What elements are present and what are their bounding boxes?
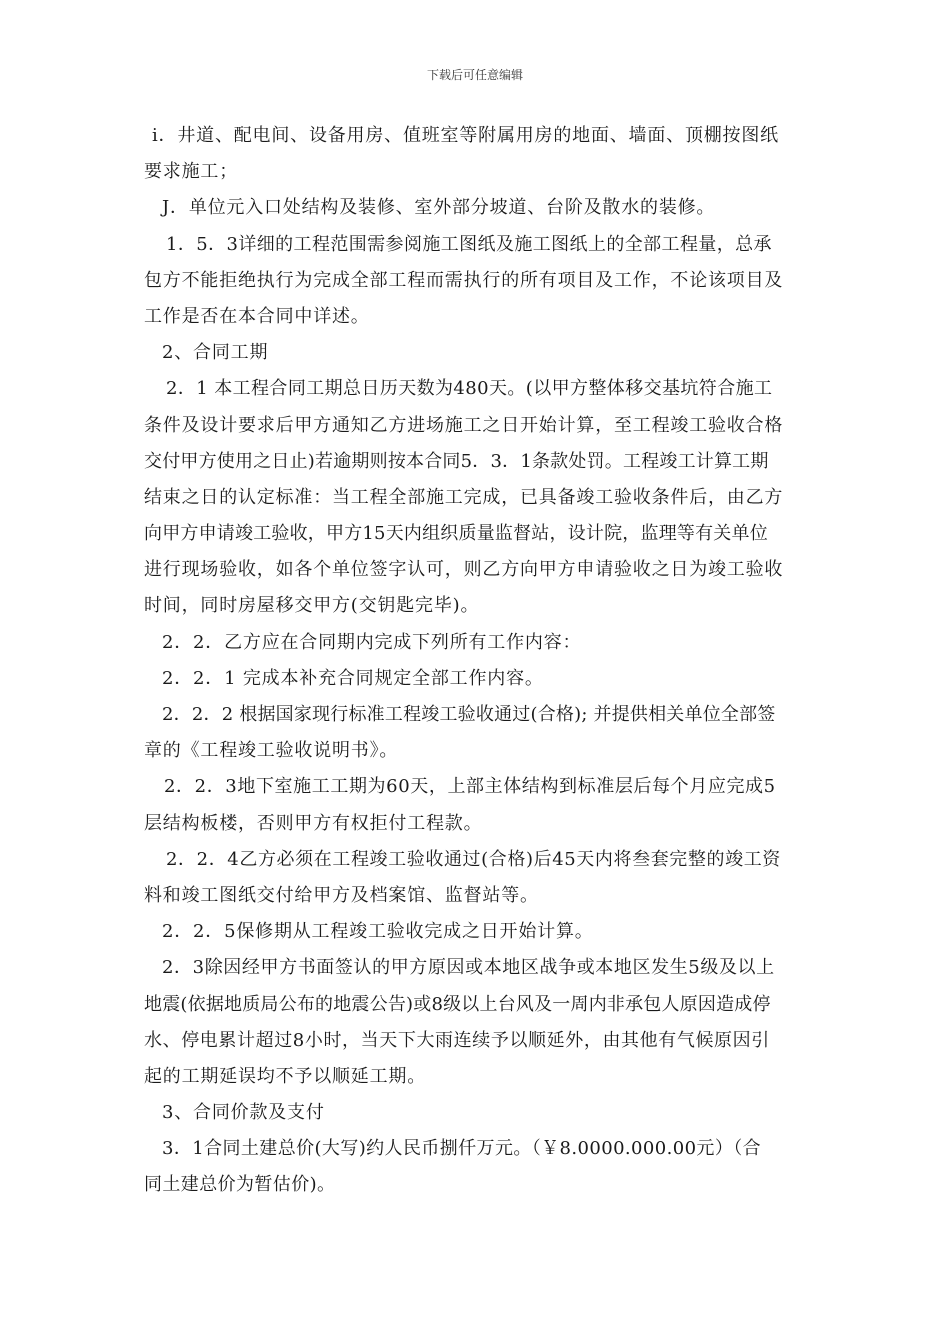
- text-line: 3、合同价款及支付: [162, 1102, 325, 1124]
- text-line: 地震(依据地质局公布的地震公告)或8级以上台风及一周内非承包人原因造成停: [144, 993, 771, 1015]
- text-line: 要求施工；: [144, 161, 238, 183]
- text-line: 时间，同时房屋移交甲方(交钥匙完毕)。: [144, 595, 480, 617]
- text-line: 料和竣工图纸交付给甲方及档案馆、监督站等。: [144, 884, 539, 906]
- text-line: 2．2．4乙方必须在工程竣工验收通过(合格)后45天内将叁套完整的竣工资: [166, 848, 781, 870]
- text-line: 进行现场验收，如各个单位签字认可，则乙方向甲方申请验收之日为竣工验收: [144, 559, 784, 581]
- text-line: J．单位元入口处结构及装修、室外部分坡道、台阶及散水的装修。: [162, 197, 716, 219]
- text-line: 层结构板楼，否则甲方有权拒付工程款。: [144, 812, 483, 834]
- text-line: 结束之日的认定标准：当工程全部施工完成，已具备竣工验收条件后，由乙方: [144, 486, 784, 508]
- text-line: 1．5．3详细的工程范围需参阅施工图纸及施工图纸上的全部工程量，总承: [166, 233, 772, 255]
- text-line: 同土建总价为暂估价)。: [144, 1174, 336, 1196]
- text-line: 起的工期延误均不予以顺延工期。: [144, 1065, 426, 1087]
- text-line: 2．2．2 根据国家现行标准工程竣工验收通过(合格); 并提供相关单位全部签: [162, 704, 776, 725]
- text-line: 2．2．3地下室施工工期为60天，上部主体结构到标准层后每个月应完成5: [164, 776, 776, 798]
- text-line: 条件及设计要求后甲方通知乙方进场施工之日开始计算，至工程竣工验收合格: [144, 414, 784, 436]
- text-line: 交付甲方使用之日止)若逾期则按本合同5．3．1条款处罚。工程竣工计算工期: [144, 450, 769, 472]
- document-body: [144, 118, 809, 1204]
- text-line: 3．1合同土建总价(大写)约人民币捌仟万元。（￥8.0000.000.00元）（合: [162, 1138, 762, 1160]
- text-line: 2．1 本工程合同工期总日历天数为480天。(以甲方整体移交基坑符合施工: [166, 378, 773, 400]
- text-line: 包方不能拒绝执行为完成全部工程而需执行的所有项目及工作，不论该项目及: [144, 269, 784, 291]
- text-line: 向甲方申请竣工验收，甲方15天内组织质量监督站，设计院，监理等有关单位: [144, 523, 768, 545]
- text-line: 2．2．1 完成本补充合同规定全部工作内容。: [162, 667, 544, 689]
- text-line: 工作是否在本合同中详述。: [144, 305, 370, 327]
- text-line: 2、合同工期: [162, 342, 269, 364]
- text-line: 2．2．5保修期从工程竣工验收完成之日开始计算。: [162, 921, 594, 943]
- page-header-note: 下载后可任意编辑: [426, 68, 523, 82]
- text-line: 2．2．乙方应在合同期内完成下列所有工作内容：: [162, 631, 582, 653]
- text-line: i．井道、配电间、设备用房、值班室等附属用房的地面、墙面、顶棚按图纸: [152, 125, 779, 146]
- text-line: 章的《工程竣工验收说明书》。: [144, 740, 399, 762]
- text-line: 水、停电累计超过8小时，当天下大雨连续予以顺延外，由其他有气候原因引: [144, 1029, 770, 1051]
- text-line: 2．3除因经甲方书面签认的甲方原因或本地区战争或本地区发生5级及以上: [162, 957, 775, 979]
